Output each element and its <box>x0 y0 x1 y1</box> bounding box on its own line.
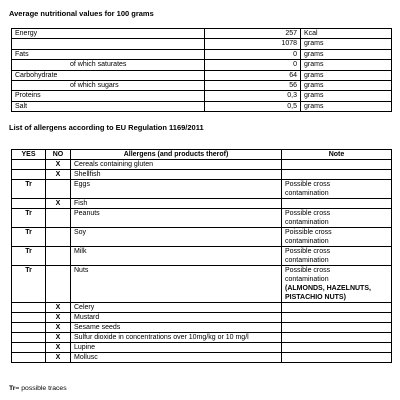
allergen-row <box>12 323 392 333</box>
nutrition-title: Average nutritional values for 100 grams <box>9 9 154 18</box>
nutrient-value: 64 <box>205 70 301 80</box>
allergen-yes-cell <box>12 313 46 323</box>
allergen-no-cell <box>46 247 71 266</box>
allergen-yes-cell: Tr <box>12 228 46 247</box>
allergen-row <box>12 209 392 228</box>
allergen-row <box>12 333 392 343</box>
nutrition-row <box>12 60 392 70</box>
note-line: contamination <box>285 276 329 283</box>
nutrient-unit: Kcal <box>301 29 392 39</box>
allergen-name: Cereals containing gluten <box>71 160 282 170</box>
allergen-yes-cell <box>12 160 46 170</box>
allergen-name: Eggs <box>71 180 282 199</box>
header-note: Note <box>282 150 392 160</box>
allergen-no-cell <box>46 266 71 303</box>
allergen-yes-cell <box>12 333 46 343</box>
allergen-name: Sulfur dioxide in concentrations over 10mg/kg or 10 mg/l <box>71 333 282 343</box>
nutrient-unit: grams <box>301 39 392 49</box>
allergen-yes-cell: Tr <box>12 180 46 199</box>
nutrition-row <box>12 91 392 101</box>
nutrient-name: Carbohydrate <box>12 70 205 80</box>
note-line: Possible cross <box>285 267 331 274</box>
header-no: NO <box>46 150 71 160</box>
allergen-no-cell <box>46 228 71 247</box>
allergen-row <box>12 170 392 180</box>
allergen-note <box>282 343 392 353</box>
allergen-yes-cell <box>12 170 46 180</box>
nutrient-unit: grams <box>301 70 392 80</box>
allergen-name: Milk <box>71 247 282 266</box>
allergen-yes-cell <box>12 199 46 209</box>
nutrient-unit: grams <box>301 101 392 111</box>
allergen-name: Peanuts <box>71 209 282 228</box>
footnote <box>9 384 67 393</box>
allergen-note <box>282 199 392 209</box>
allergen-no-cell <box>46 209 71 228</box>
nutrient-value: 0,3 <box>205 91 301 101</box>
note-line: Possible cross <box>285 210 331 217</box>
footnote-text: = possible traces <box>15 385 67 392</box>
nutrition-table <box>11 28 392 112</box>
nutrient-name: Salt <box>12 101 205 111</box>
nutrient-unit: grams <box>301 49 392 59</box>
nutrient-name: of which sugars <box>12 80 205 90</box>
nutrition-row <box>12 49 392 59</box>
allergen-yes-cell: Tr <box>12 247 46 266</box>
allergen-yes-cell <box>12 323 46 333</box>
note-line: contamination <box>285 257 329 264</box>
nutrient-name: Energy <box>12 29 205 39</box>
allergen-note <box>282 180 392 199</box>
note-line: Possible cross <box>285 181 331 188</box>
allergen-yes-cell <box>12 303 46 313</box>
nutrition-row <box>12 101 392 111</box>
allergen-name: Shellfish <box>71 170 282 180</box>
allergen-note <box>282 323 392 333</box>
allergen-row <box>12 313 392 323</box>
nutrition-row <box>12 80 392 90</box>
allergen-no-cell <box>46 180 71 199</box>
footnote-term: Tr <box>9 385 16 392</box>
allergen-no-cell: X <box>46 353 71 363</box>
allergen-note <box>282 353 392 363</box>
allergen-row <box>12 343 392 353</box>
allergen-no-cell: X <box>46 170 71 180</box>
note-line: contamination <box>285 219 329 226</box>
allergen-row <box>12 266 392 303</box>
nutrient-value: 1078 <box>205 39 301 49</box>
note-line-bold: PISTACHIO NUTS) <box>285 294 346 301</box>
allergen-note <box>282 247 392 266</box>
allergen-note <box>282 228 392 247</box>
allergen-name: Mustard <box>71 313 282 323</box>
nutrition-row <box>12 39 392 49</box>
nutrition-row <box>12 70 392 80</box>
nutrient-name: Fats <box>12 49 205 59</box>
allergen-note <box>282 266 392 303</box>
header-allergen: Allergens (and products therof) <box>71 150 282 160</box>
note-line: contamination <box>285 238 329 245</box>
nutrient-value: 0,5 <box>205 101 301 111</box>
nutrient-name: of which saturates <box>12 60 205 70</box>
allergen-yes-cell <box>12 353 46 363</box>
allergen-row <box>12 303 392 313</box>
allergen-row <box>12 199 392 209</box>
allergen-note <box>282 303 392 313</box>
allergen-name: Nuts <box>71 266 282 303</box>
allergen-yes-cell: Tr <box>12 209 46 228</box>
nutrient-unit: grams <box>301 60 392 70</box>
allergen-no-cell: X <box>46 333 71 343</box>
allergen-title: List of allergens according to EU Regulation 1169/2011 <box>9 123 204 132</box>
allergen-row <box>12 160 392 170</box>
allergen-note <box>282 209 392 228</box>
nutrition-row <box>12 29 392 39</box>
allergen-no-cell: X <box>46 323 71 333</box>
allergen-yes-cell: Tr <box>12 266 46 303</box>
note-line-bold: (ALMONDS, HAZELNUTS, <box>285 285 371 292</box>
allergen-note <box>282 333 392 343</box>
allergen-name: Mollusc <box>71 353 282 363</box>
allergen-row <box>12 180 392 199</box>
nutrient-value: 56 <box>205 80 301 90</box>
allergen-row <box>12 247 392 266</box>
allergen-note <box>282 313 392 323</box>
allergen-yes-cell <box>12 343 46 353</box>
nutrient-value: 0 <box>205 60 301 70</box>
allergen-name: Celery <box>71 303 282 313</box>
allergen-table <box>11 149 392 363</box>
allergen-no-cell: X <box>46 343 71 353</box>
allergen-no-cell: X <box>46 313 71 323</box>
nutrient-name <box>12 39 205 49</box>
allergen-note <box>282 160 392 170</box>
allergen-note <box>282 170 392 180</box>
header-yes: YES <box>12 150 46 160</box>
allergen-name: Sesame seeds <box>71 323 282 333</box>
allergen-name: Lupine <box>71 343 282 353</box>
allergen-name: Soy <box>71 228 282 247</box>
nutrient-unit: grams <box>301 80 392 90</box>
nutrient-value: 0 <box>205 49 301 59</box>
allergen-no-cell: X <box>46 199 71 209</box>
note-line: Poissible cross <box>285 229 332 236</box>
nutrient-name: Proteins <box>12 91 205 101</box>
nutrient-value: 257 <box>205 29 301 39</box>
allergen-no-cell: X <box>46 303 71 313</box>
allergen-header-row <box>12 150 392 160</box>
note-line: Possible cross <box>285 248 331 255</box>
note-line: contamination <box>285 190 329 197</box>
allergen-row <box>12 353 392 363</box>
nutrient-unit: grams <box>301 91 392 101</box>
allergen-name: Fish <box>71 199 282 209</box>
allergen-no-cell: X <box>46 160 71 170</box>
allergen-row <box>12 228 392 247</box>
